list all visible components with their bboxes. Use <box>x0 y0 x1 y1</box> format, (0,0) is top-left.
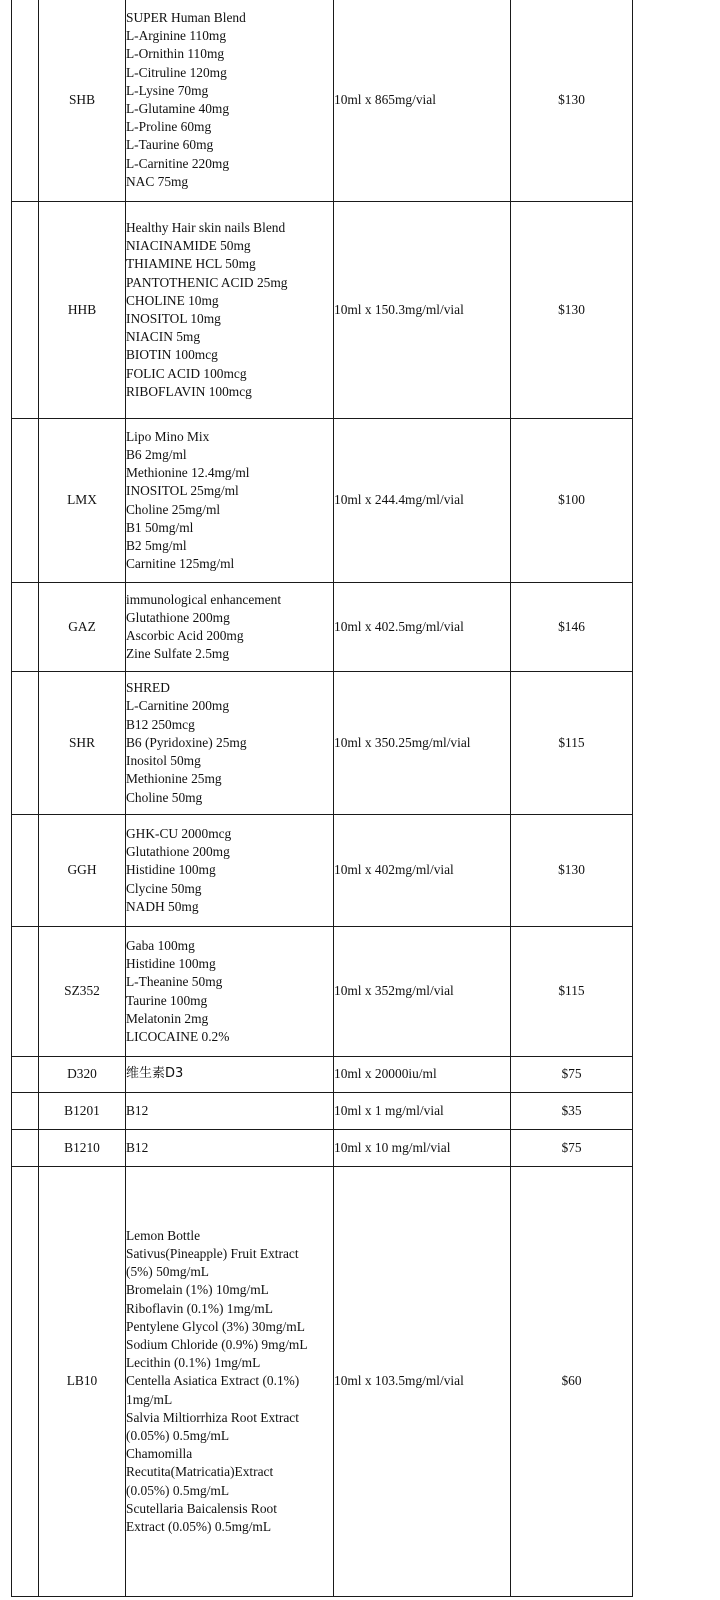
ingredients-cell <box>126 927 334 1057</box>
product-code: B1201 <box>39 1093 126 1130</box>
price-cell: $146 <box>511 583 633 672</box>
spec-cell: 10ml x 1 mg/ml/vial <box>334 1093 511 1130</box>
product-code: SHB <box>39 0 126 202</box>
ingredient-line: B2 5mg/ml <box>126 537 187 553</box>
price-cell: $75 <box>511 1057 633 1093</box>
blank-cell <box>12 1167 39 1597</box>
ingredient-line: B1 50mg/ml <box>126 519 194 535</box>
ingredient-line: L-Lysine 70mg <box>126 82 209 98</box>
table-row <box>12 927 633 1057</box>
ingredient-line: Sodium Chloride (0.9%) 9mg/mL <box>126 1336 308 1352</box>
table-row <box>12 1130 633 1167</box>
ingredient-line: Carnitine 125mg/ml <box>126 556 235 572</box>
table-row <box>12 0 633 202</box>
ingredients-cell <box>126 1167 334 1597</box>
ingredient-line: NIACINAMIDE 50mg <box>126 238 251 254</box>
product-code: SHR <box>39 672 126 815</box>
ingredient-line: Glutathione 200mg <box>126 844 230 860</box>
price-cell: $130 <box>511 0 633 202</box>
price-cell: $115 <box>511 927 633 1057</box>
blank-cell <box>12 419 39 583</box>
product-code: D320 <box>39 1057 126 1093</box>
ingredients-cell <box>126 1093 334 1130</box>
product-code: GAZ <box>39 583 126 672</box>
ingredient-line: Zine Sulfate 2.5mg <box>126 646 230 662</box>
ingredient-line: (5%) 50mg/mL <box>126 1264 209 1280</box>
ingredient-line: NAC 75mg <box>126 173 189 189</box>
ingredient-line: LICOCAINE 0.2% <box>126 1028 230 1044</box>
ingredient-line: L-Taurine 60mg <box>126 137 214 153</box>
table-row <box>12 419 633 583</box>
price-cell: $130 <box>511 202 633 419</box>
ingredients-cell <box>126 1130 334 1167</box>
ingredient-line: Lipo Mino Mix <box>126 428 210 444</box>
price-cell: $60 <box>511 1167 633 1597</box>
product-code: LMX <box>39 419 126 583</box>
blank-cell <box>12 1130 39 1167</box>
ingredient-line: (0.05%) 0.5mg/mL <box>126 1428 230 1443</box>
spec-cell: 10ml x 352mg/ml/vial <box>334 927 511 1057</box>
table-row <box>12 815 633 927</box>
ingredient-line: L-Carnitine 220mg <box>126 155 230 171</box>
product-code: HHB <box>39 202 126 419</box>
blank-cell <box>12 815 39 927</box>
ingredient-line: Salvia Miltiorrhiza Root Extract <box>126 1409 299 1425</box>
ingredient-line: Bromelain (1%) 10mg/mL <box>126 1282 269 1298</box>
ingredient-line: NADH 50mg <box>126 898 199 914</box>
blank-cell <box>12 1057 39 1093</box>
ingredient-line: L-Citruline 120mg <box>126 64 227 80</box>
ingredient-line: (0.05%) 0.5mg/mL <box>126 1482 230 1498</box>
ingredient-line: Riboflavin (0.1%) 1mg/mL <box>126 1300 273 1316</box>
ingredient-line: Histidine 100mg <box>126 956 216 972</box>
ingredient-line: Taurine 100mg <box>126 992 208 1008</box>
ingredient-line: NIACIN 5mg <box>126 329 201 345</box>
ingredient-line: B12 <box>126 1139 149 1155</box>
ingredient-line: Inositol 50mg <box>126 753 201 769</box>
product-code: GGH <box>39 815 126 927</box>
ingredient-line: Pentylene Glycol (3%) 30mg/mL <box>126 1318 305 1334</box>
spec-cell: 10ml x 20000iu/ml <box>334 1057 511 1093</box>
ingredient-line: Lecithin (0.1%) 1mg/mL <box>126 1355 261 1371</box>
ingredient-line: Scutellaria Baicalensis Root <box>126 1500 277 1516</box>
spec-cell: 10ml x 402mg/ml/vial <box>334 815 511 927</box>
ingredient-line: Glutathione 200mg <box>126 609 230 625</box>
ingredient-line: Healthy Hair skin nails Blend <box>126 219 286 235</box>
ingredient-line: Sativus(Pineapple) Fruit Extract <box>126 1245 299 1261</box>
blank-cell <box>12 1093 39 1130</box>
spec-cell: 10ml x 402.5mg/ml/vial <box>334 583 511 672</box>
ingredient-line: Gaba 100mg <box>126 937 195 953</box>
ingredient-line: Centella Asiatica Extract (0.1%) <box>126 1373 300 1389</box>
blank-cell <box>12 672 39 815</box>
spec-cell: 10ml x 150.3mg/ml/vial <box>334 202 511 419</box>
ingredient-line: 1mg/mL <box>126 1391 173 1407</box>
ingredient-line: FOLIC ACID 100mcg <box>126 365 247 381</box>
ingredient-line: BIOTIN 100mcg <box>126 347 218 363</box>
ingredient-line: Methionine 12.4mg/ml <box>126 465 250 481</box>
ingredients-cell <box>126 672 334 815</box>
ingredient-line: B6 (Pyridoxine) 25mg <box>126 734 247 750</box>
ingredient-line: CHOLINE 10mg <box>126 292 219 308</box>
price-cell: $35 <box>511 1093 633 1130</box>
ingredient-line: Lemon Bottle <box>126 1227 201 1243</box>
price-cell: $130 <box>511 815 633 927</box>
ingredient-line: Chamomilla <box>126 1446 193 1462</box>
ingredient-line: B12 <box>126 1102 149 1118</box>
ingredient-line: L-Ornithin 110mg <box>126 46 225 62</box>
ingredient-line: Histidine 100mg <box>126 862 216 878</box>
spec-cell: 10ml x 103.5mg/ml/vial <box>334 1167 511 1597</box>
ingredient-line: Choline 25mg/ml <box>126 501 221 517</box>
product-code: SZ352 <box>39 927 126 1057</box>
ingredients-cell <box>126 815 334 927</box>
ingredient-line: RIBOFLAVIN 100mcg <box>126 383 252 399</box>
price-cell: $100 <box>511 419 633 583</box>
ingredient-line: B6 2mg/ml <box>126 446 187 462</box>
table-row <box>12 583 633 672</box>
price-cell: $115 <box>511 672 633 815</box>
ingredient-line: L-Proline 60mg <box>126 119 212 135</box>
ingredient-line: SHRED <box>126 680 170 696</box>
blank-cell <box>12 0 39 202</box>
ingredient-line: immunological enhancement <box>126 591 282 607</box>
table-row <box>12 1093 633 1130</box>
ingredient-line: B12 250mcg <box>126 716 195 732</box>
ingredient-line: Methionine 25mg <box>126 771 222 787</box>
ingredient-line: SUPER Human Blend <box>126 9 246 25</box>
product-price-table <box>11 0 633 1597</box>
table-row <box>12 1057 633 1093</box>
table-row <box>12 1167 633 1597</box>
ingredient-line: L-Theanine 50mg <box>126 974 223 990</box>
product-code: LB10 <box>39 1167 126 1597</box>
spec-cell: 10ml x 865mg/vial <box>334 0 511 202</box>
product-code: B1210 <box>39 1130 126 1167</box>
ingredient-line: Choline 50mg <box>126 789 203 805</box>
ingredient-line: L-Glutamine 40mg <box>126 101 230 116</box>
ingredient-line: PANTOTHENIC ACID 25mg <box>126 274 288 290</box>
ingredient-line: L-Arginine 110mg <box>126 28 227 44</box>
spec-cell: 10ml x 244.4mg/ml/vial <box>334 419 511 583</box>
ingredient-line: Clycine 50mg <box>126 880 202 896</box>
blank-cell <box>12 583 39 672</box>
spec-cell: 10ml x 10 mg/ml/vial <box>334 1130 511 1167</box>
ingredient-line: Extract (0.05%) 0.5mg/mL <box>126 1519 272 1535</box>
ingredient-line: THIAMINE HCL 50mg <box>126 256 256 272</box>
blank-cell <box>12 202 39 419</box>
ingredient-line: INOSITOL 10mg <box>126 311 221 326</box>
ingredient-line: GHK-CU 2000mcg <box>126 825 232 841</box>
ingredients-cell <box>126 0 334 202</box>
blank-cell <box>12 927 39 1057</box>
ingredients-cell <box>126 1057 334 1093</box>
spec-cell: 10ml x 350.25mg/ml/vial <box>334 672 511 815</box>
ingredient-line: L-Carnitine 200mg <box>126 698 230 714</box>
ingredient-line: Melatonin 2mg <box>126 1010 209 1026</box>
ingredient-line: Recutita(Matricatia)Extract <box>126 1464 274 1480</box>
ingredient-line: INOSITOL 25mg/ml <box>126 483 239 499</box>
table-row <box>12 672 633 815</box>
ingredients-cell <box>126 419 334 583</box>
table-row <box>12 202 633 419</box>
ingredient-line: 维生素D3 <box>126 1066 184 1082</box>
ingredients-cell <box>126 202 334 419</box>
ingredients-cell <box>126 583 334 672</box>
price-cell: $75 <box>511 1130 633 1167</box>
ingredient-line: Ascorbic Acid 200mg <box>126 628 244 643</box>
